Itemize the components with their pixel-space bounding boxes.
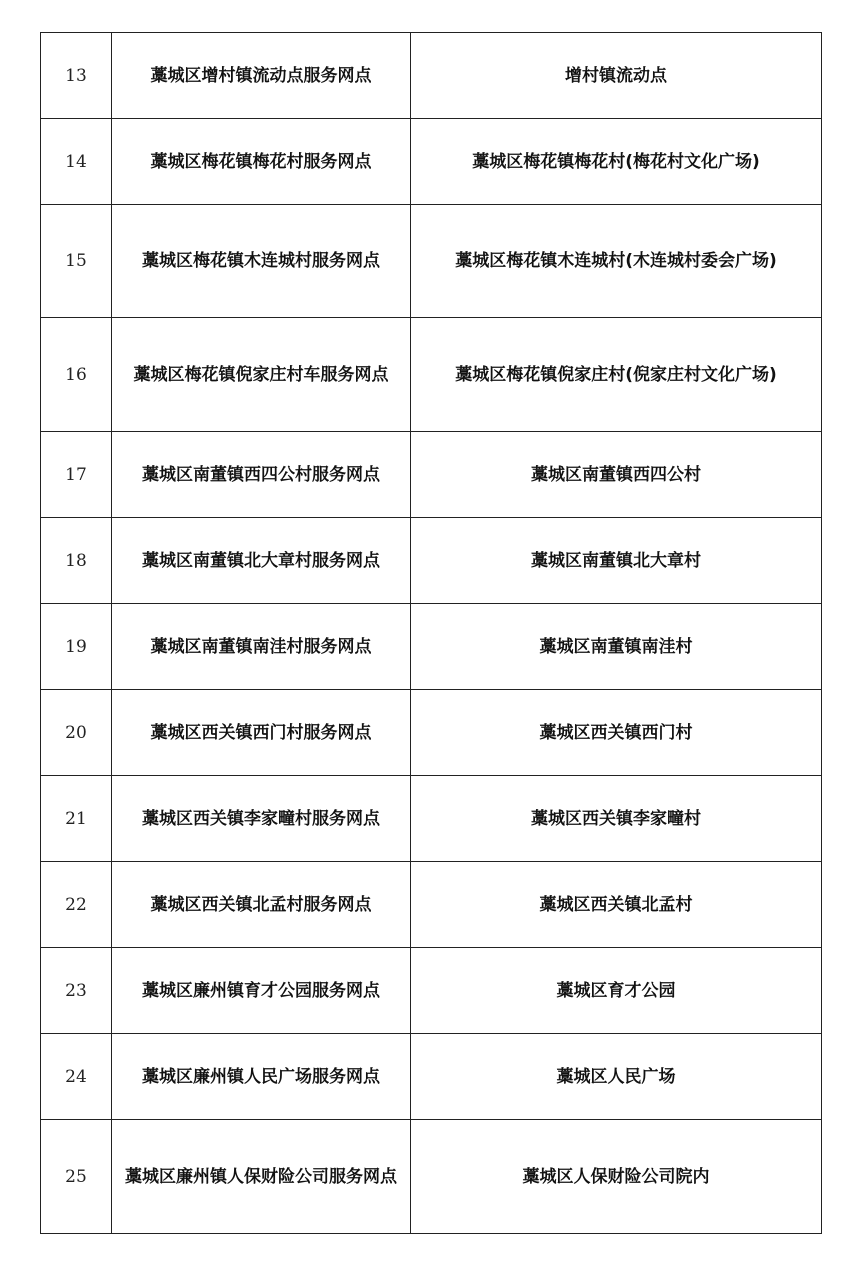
service-point-name: 藁城区廉州镇人民广场服务网点 xyxy=(112,1034,411,1120)
table-row xyxy=(41,318,822,432)
service-point-location: 藁城区梅花镇梅花村(梅花村文化广场) xyxy=(411,119,822,205)
table-row xyxy=(41,862,822,948)
service-point-name: 藁城区廉州镇育才公园服务网点 xyxy=(112,948,411,1034)
table-row xyxy=(41,1120,822,1234)
table-row xyxy=(41,119,822,205)
service-point-table xyxy=(40,32,822,1234)
service-point-name: 藁城区西关镇李家疃村服务网点 xyxy=(112,776,411,862)
service-point-location: 藁城区西关镇李家疃村 xyxy=(411,776,822,862)
service-point-location: 藁城区南董镇南洼村 xyxy=(411,604,822,690)
row-number: 14 xyxy=(41,119,112,205)
row-number: 21 xyxy=(41,776,112,862)
row-number: 25 xyxy=(41,1120,112,1234)
table-row xyxy=(41,33,822,119)
table-row xyxy=(41,518,822,604)
row-number: 15 xyxy=(41,205,112,318)
service-point-name: 藁城区梅花镇倪家庄村车服务网点 xyxy=(112,318,411,432)
table-row xyxy=(41,205,822,318)
row-number: 18 xyxy=(41,518,112,604)
table-row xyxy=(41,776,822,862)
row-number: 24 xyxy=(41,1034,112,1120)
service-point-name: 藁城区增村镇流动点服务网点 xyxy=(112,33,411,119)
service-point-name: 藁城区梅花镇木连城村服务网点 xyxy=(112,205,411,318)
row-number: 13 xyxy=(41,33,112,119)
service-point-name: 藁城区西关镇北孟村服务网点 xyxy=(112,862,411,948)
row-number: 22 xyxy=(41,862,112,948)
row-number: 16 xyxy=(41,318,112,432)
service-point-location: 藁城区西关镇北孟村 xyxy=(411,862,822,948)
service-point-location: 藁城区南董镇西四公村 xyxy=(411,432,822,518)
service-point-location: 藁城区育才公园 xyxy=(411,948,822,1034)
table-row xyxy=(41,948,822,1034)
table-row xyxy=(41,690,822,776)
row-number: 19 xyxy=(41,604,112,690)
service-point-name: 藁城区南董镇南洼村服务网点 xyxy=(112,604,411,690)
service-point-name: 藁城区南董镇北大章村服务网点 xyxy=(112,518,411,604)
table-row xyxy=(41,604,822,690)
service-point-location: 藁城区南董镇北大章村 xyxy=(411,518,822,604)
table-row xyxy=(41,1034,822,1120)
service-point-location: 藁城区梅花镇木连城村(木连城村委会广场) xyxy=(411,205,822,318)
service-point-name: 藁城区西关镇西门村服务网点 xyxy=(112,690,411,776)
table-row xyxy=(41,432,822,518)
row-number: 20 xyxy=(41,690,112,776)
row-number: 17 xyxy=(41,432,112,518)
service-point-name: 藁城区廉州镇人保财险公司服务网点 xyxy=(112,1120,411,1234)
service-point-location: 藁城区梅花镇倪家庄村(倪家庄村文化广场) xyxy=(411,318,822,432)
service-point-location: 藁城区人民广场 xyxy=(411,1034,822,1120)
service-point-name: 藁城区梅花镇梅花村服务网点 xyxy=(112,119,411,205)
service-point-location: 藁城区西关镇西门村 xyxy=(411,690,822,776)
service-point-location: 增村镇流动点 xyxy=(411,33,822,119)
service-point-location: 藁城区人保财险公司院内 xyxy=(411,1120,822,1234)
row-number: 23 xyxy=(41,948,112,1034)
service-point-name: 藁城区南董镇西四公村服务网点 xyxy=(112,432,411,518)
